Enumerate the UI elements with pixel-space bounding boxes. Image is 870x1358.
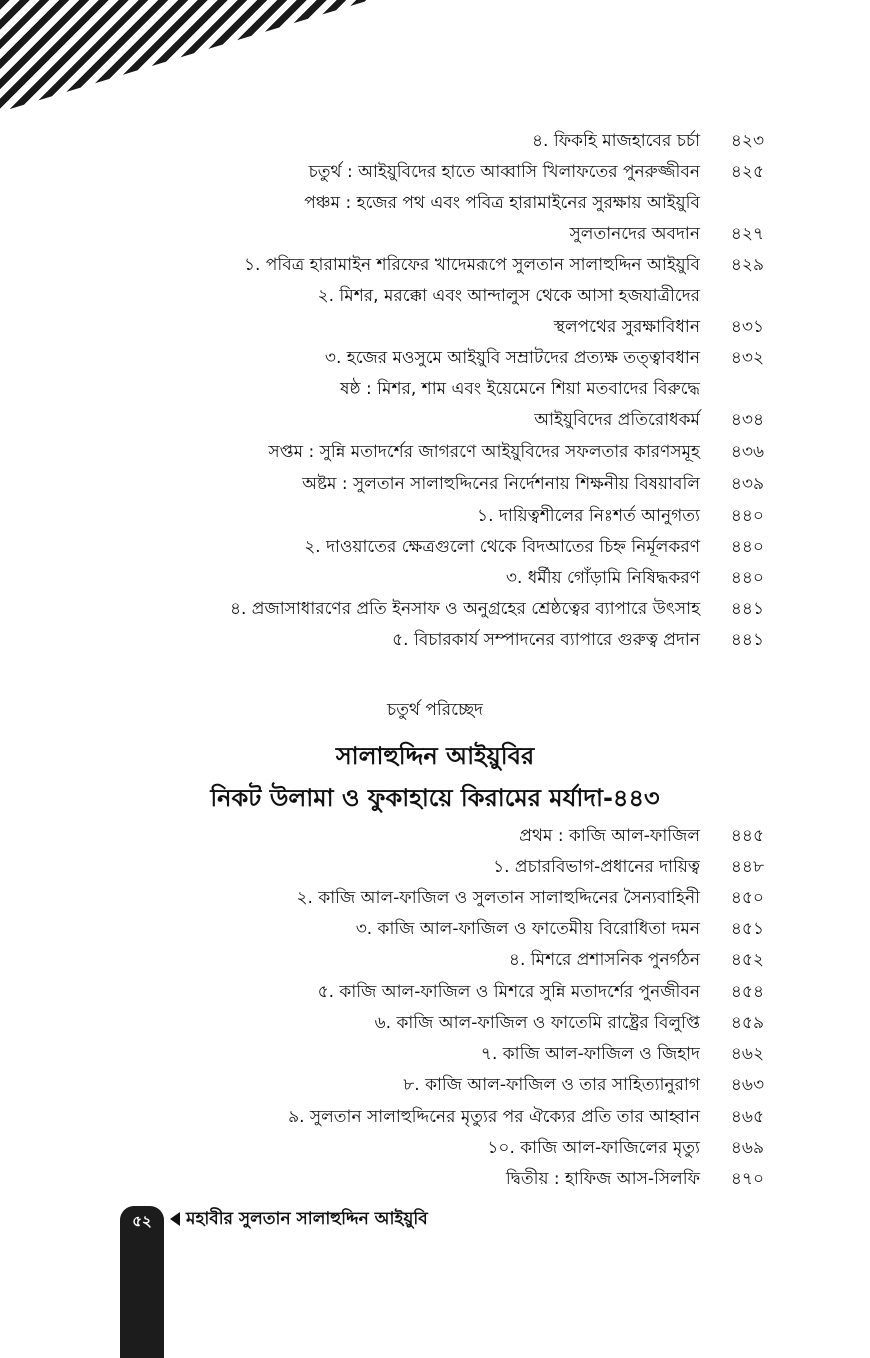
- toc-row: [506, 1164, 764, 1194]
- toc-row: [570, 219, 764, 249]
- toc-row: [477, 501, 764, 531]
- toc-label: ৫. কাজি আল-ফাজিল ও মিশরে সুন্নি মতাদর্শের পুনজীবন: [317, 982, 700, 1002]
- toc-row: [288, 1102, 764, 1132]
- toc-row: [534, 405, 764, 435]
- toc-page: ৪৬২: [730, 1044, 764, 1064]
- toc-label: ৯. সুলতান সালাহুদ্দিনের মৃত্যুর পর ঐক্যের প্রতি তার আহ্বান: [288, 1107, 700, 1127]
- toc-page: ৪৪০: [730, 568, 764, 588]
- toc-row: [392, 625, 764, 655]
- toc-row: [403, 1070, 764, 1100]
- toc-page: ৪৫৪: [730, 982, 764, 1002]
- toc-label: স্থলপথের সুরক্ষাবিধান: [553, 317, 700, 337]
- chapter-title-line2: নিকট উলামা ও ফুকাহায়ে কিরামের মর্যাদা-৪৪৩: [210, 784, 660, 812]
- toc-label: ৮. কাজি আল-ফাজিল ও তার সাহিত্যানুরাগ: [403, 1075, 700, 1095]
- toc-label: চতুর্থ : আইয়ুবিদের হাতে আব্বাসি খিলাফতের পুনরুজ্জীবন: [308, 162, 700, 182]
- toc-row: [268, 437, 764, 467]
- toc-label: ষষ্ঠ : মিশর, শাম এবং ইয়েমেনে শিয়া মতবাদের বিরুদ্ধে: [340, 379, 700, 399]
- toc-label: সপ্তম : সুন্নি মতাদর্শের জাগরণে আইয়ুবিদের সফলতার কারণসমূহ: [268, 442, 700, 462]
- toc-row: [304, 532, 764, 562]
- toc-label: ১. পবিত্র হারামাইন শরিফের খাদেমরূপে সুলতান সালাহুদ্দিন আইয়ুবি: [244, 255, 700, 275]
- toc-page: ৪৪০: [730, 506, 764, 526]
- toc-page: ৪২৩: [730, 131, 764, 151]
- toc-label: পঞ্চম : হজের পথ এবং পবিত্র হারামাইনের সুরক্ষায় আইয়ুবি: [304, 193, 700, 213]
- toc-label: ৩. কাজি আল-ফাজিল ও ফাতেমীয় বিরোধিতা দমন: [355, 919, 700, 939]
- toc-row: [532, 126, 764, 156]
- toc-label: ১. দায়িত্বশীলের নিঃশর্ত আনুগত্য: [477, 506, 700, 526]
- toc-row: [519, 821, 764, 851]
- toc-row: [481, 1039, 764, 1069]
- decorative-stripes: [0, 0, 370, 112]
- toc-row: [296, 883, 764, 913]
- toc-label: প্রথম : কাজি আল-ফাজিল: [519, 826, 700, 846]
- toc-label: আইয়ুবিদের প্রতিরোধকর্ম: [534, 410, 700, 430]
- toc-label: সুলতানদের অবদান: [569, 224, 700, 244]
- toc-label: ২. কাজি আল-ফাজিল ও সুলতান সালাহুদ্দিনের সৈন্যবাহিনী: [296, 888, 700, 908]
- toc-row: [509, 945, 764, 975]
- toc-page: ৪৩৬: [730, 442, 764, 462]
- toc-row: [493, 852, 764, 882]
- toc-page: ৪৩৪: [730, 410, 764, 430]
- toc-label: ২. দাওয়াতের ক্ষেত্রগুলো থেকে বিদআতের চিহ্ন নির্মূলকরণ: [304, 537, 700, 557]
- toc-page: ৪৫০: [730, 888, 764, 908]
- toc-row: [304, 188, 764, 218]
- chapter-label: চতুর্থ পরিচ্ছেদ: [387, 700, 483, 720]
- toc-label: ৩. ধর্মীয় গোঁড়ামি নিষিদ্ধকরণ: [505, 568, 700, 588]
- running-footer-title: মহাবীর সুলতান সালাহুদ্দিন আইয়ুবি: [186, 1209, 428, 1229]
- toc-row: [375, 1008, 764, 1038]
- toc-label: অষ্টম : সুলতান সালাহুদ্দিনের নির্দেশনায় শিক্ষনীয় বিষয়াবলি: [302, 474, 700, 494]
- toc-label: ১০. কাজি আল-ফাজিলের মৃত্যু: [487, 1138, 700, 1158]
- toc-row: [302, 469, 764, 499]
- toc-row: [554, 312, 764, 342]
- toc-label: ৪. মিশরে প্রশাসনিক পুনর্গঠন: [508, 950, 700, 970]
- toc-page: ৪৫২: [730, 950, 764, 970]
- toc-label: ১. প্রচারবিভাগ-প্রধানের দায়িত্ব: [493, 857, 700, 877]
- toc-label: ৪. ফিকহি মাজহাবের চর্চা: [532, 131, 700, 151]
- toc-page: ৪৬৩: [730, 1075, 764, 1095]
- toc-page: ৪৪১: [730, 599, 764, 619]
- toc-row: [230, 594, 764, 624]
- toc-row: [244, 250, 764, 280]
- toc-page: ৪৩২: [730, 348, 764, 368]
- toc-row: [506, 563, 764, 593]
- toc-label: ২. মিশর, মরক্কো এবং আন্দালুস থেকে আসা হজযাত্রীদের: [317, 286, 700, 306]
- toc-row: [356, 914, 764, 944]
- toc-page: ৪২৯: [730, 255, 764, 275]
- toc-row: [318, 977, 764, 1007]
- toc-page: ৪৬৫: [730, 1107, 764, 1127]
- toc-row: [340, 374, 764, 404]
- chapter-title-line1: সালাহুদ্দিন আইয়ুবির: [335, 742, 535, 770]
- toc-page: ৪৫১: [730, 919, 764, 939]
- toc-page: ৪৬৯: [730, 1138, 764, 1158]
- toc-label: দ্বিতীয় : হাফিজ আস-সিলফি: [505, 1169, 700, 1189]
- toc-label: ৪. প্রজাসাধারণের প্রতি ইনসাফ ও অনুগ্রহের শ্রেষ্ঠত্বের ব্যাপারে উৎসাহ: [229, 599, 700, 619]
- page-number: ৫২: [132, 1212, 152, 1230]
- toc-page: ৪৪৮: [730, 857, 764, 877]
- toc-row: [309, 157, 764, 187]
- toc-page: ৪৪৫: [730, 826, 764, 846]
- triangle-left-icon: [170, 1212, 180, 1226]
- toc-label: ৭. কাজি আল-ফাজিল ও জিহাদ: [480, 1044, 700, 1064]
- toc-label: ৬. কাজি আল-ফাজিল ও ফাতেমি রাষ্ট্রের বিলুপ্তি: [374, 1013, 700, 1033]
- toc-page: ৪২৭: [730, 224, 764, 244]
- toc-label: ৩. হজের মওসুমে আইয়ুবি সম্রাটদের প্রত্যক্ষ তত্ত্বাবধান: [324, 348, 700, 368]
- toc-row: [325, 343, 764, 373]
- toc-row: [318, 281, 764, 311]
- toc-page: ৪৪০: [730, 537, 764, 557]
- toc-row: [487, 1133, 764, 1163]
- toc-page: ৪৩১: [730, 317, 764, 337]
- toc-page: ৪৫৯: [730, 1013, 764, 1033]
- toc-page: ৪৭০: [730, 1169, 764, 1189]
- toc-page: ৪২৫: [730, 162, 764, 182]
- toc-page: ৪৩৯: [730, 474, 764, 494]
- toc-page: ৪৪১: [730, 630, 764, 650]
- toc-label: ৫. বিচারকার্য সম্পাদনের ব্যাপারে গুরুত্ব প্রদান: [392, 630, 700, 650]
